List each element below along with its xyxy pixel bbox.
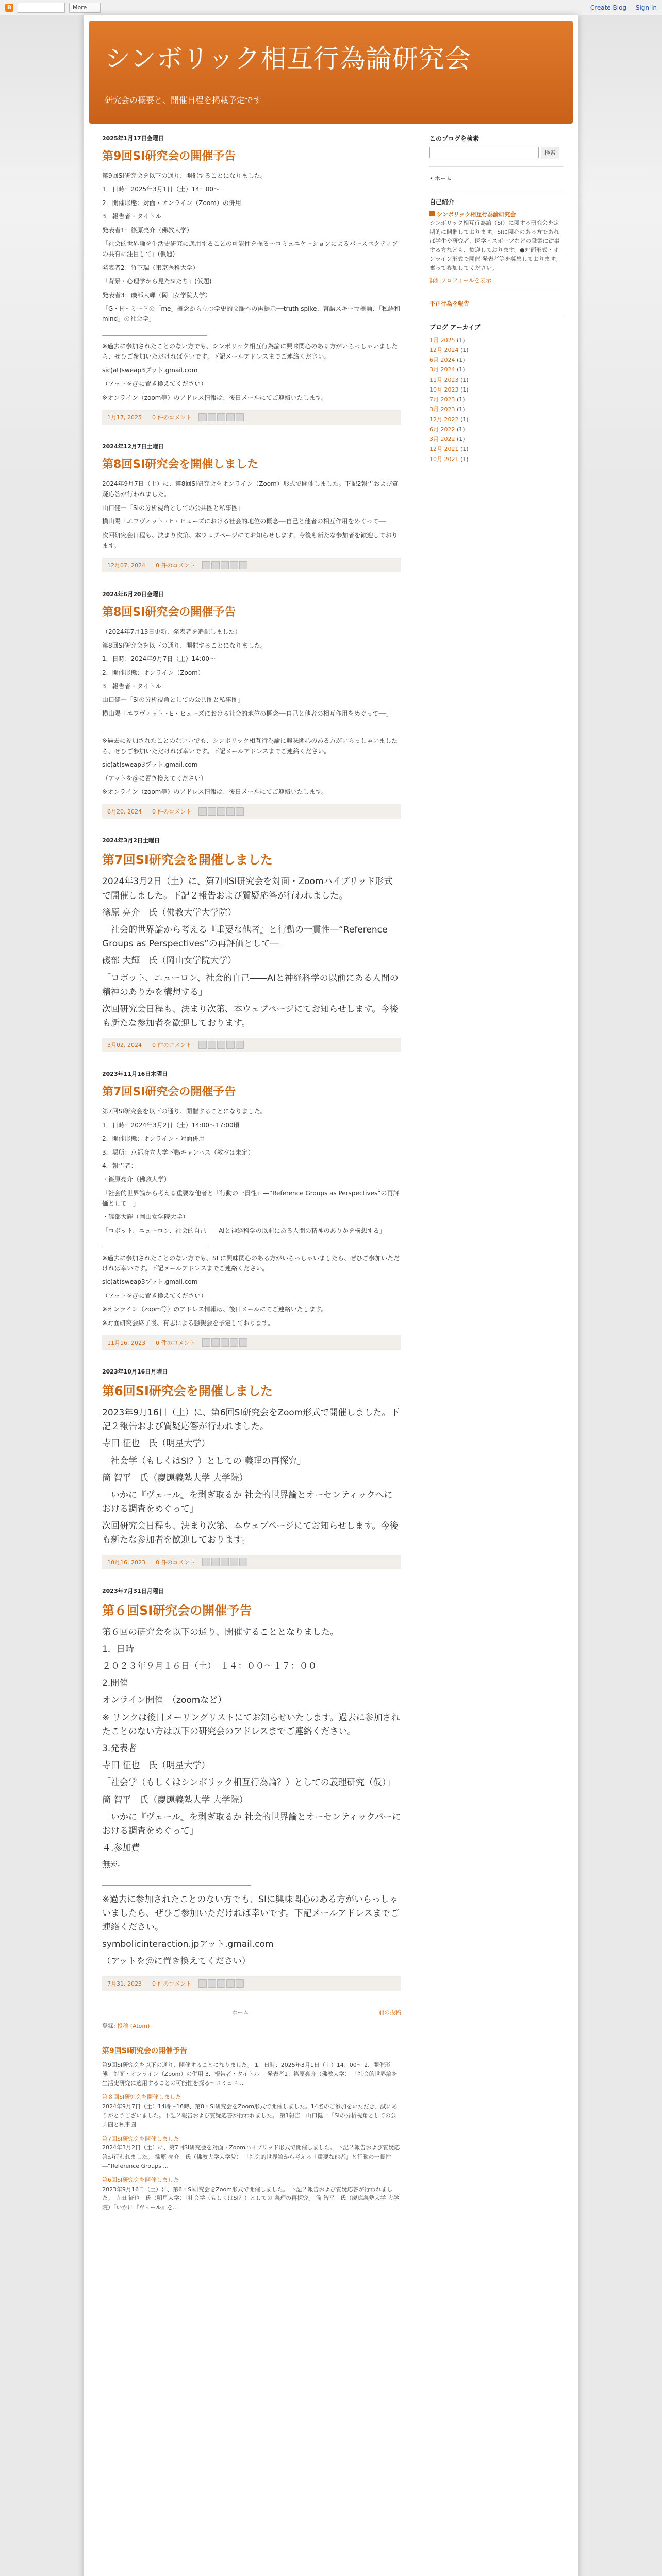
post-paragraph: 発表者2：竹下瑞（東京医科大学） bbox=[102, 264, 199, 272]
blog-post bbox=[102, 836, 401, 1052]
search-widget bbox=[429, 147, 564, 159]
subscribe-label: 登録: bbox=[102, 2022, 115, 2029]
post-paragraph: ＿＿＿＿＿＿＿＿＿＿＿＿＿＿＿＿＿ bbox=[102, 723, 208, 731]
post-paragraph: 横山陽「エフヴィット・E・ヒューズにおける社会的地位の概念──自己と他者の相互作用をめぐって──」 bbox=[102, 518, 392, 526]
archive-item[interactable] bbox=[429, 454, 564, 464]
facebook-share-icon[interactable] bbox=[230, 1338, 238, 1347]
blogger-logo-icon[interactable]: B bbox=[5, 4, 13, 12]
facebook-share-icon[interactable] bbox=[226, 413, 235, 421]
post-title-link[interactable]: 第9回SI研究会の開催予告 bbox=[102, 150, 236, 163]
email-share-icon[interactable] bbox=[202, 1558, 210, 1566]
post-paragraph: 2．開催形態：オンライン（Zoom） bbox=[102, 669, 204, 676]
share-buttons bbox=[198, 1979, 245, 1988]
blog-post bbox=[102, 1587, 401, 1991]
older-posts-link[interactable]: 前の投稿 bbox=[378, 2009, 401, 2016]
facebook-share-icon[interactable] bbox=[230, 561, 238, 569]
archive-item-label: 3月 2024 bbox=[429, 366, 455, 374]
post-paragraph: ＿＿＿＿＿＿＿＿＿＿＿＿＿＿＿＿＿ bbox=[102, 1877, 251, 1888]
email-share-icon[interactable] bbox=[202, 561, 210, 569]
post-body bbox=[102, 1625, 401, 1969]
post-paragraph: ※オンライン（zoom等）のアドレス情報は、後日メールにてご連絡いたします。 bbox=[102, 788, 327, 796]
post-paragraph: 第9回SI研究会を以下の通り、開催することになりました。 bbox=[102, 172, 267, 179]
post-paragraph: 1．日時 bbox=[102, 1643, 134, 1654]
divider bbox=[429, 166, 564, 167]
post-title-link[interactable]: 第8回SI研究会を開催しました bbox=[102, 458, 259, 471]
archive-item[interactable] bbox=[429, 415, 564, 425]
share-buttons bbox=[202, 1558, 249, 1566]
post-date: 2024年6月20日金曜日 bbox=[102, 591, 164, 598]
archive-item-count: (1) bbox=[457, 426, 465, 433]
archive-item[interactable] bbox=[429, 375, 564, 385]
post-paragraph: ※過去に参加されたことのない方でも、SI に興味関心のある方がいらっしゃいましたら、ぜひご参加いただければ幸いです。下記メールアドレスまでご連絡ください。 bbox=[102, 1254, 400, 1273]
blog-this-icon[interactable] bbox=[208, 413, 216, 421]
post-paragraph: （アットを＠に置き換えてください） bbox=[102, 1956, 251, 1967]
blog-this-icon[interactable] bbox=[211, 561, 220, 569]
profile-link[interactable]: 詳細プロフィールを表示 bbox=[429, 277, 491, 284]
archive-item[interactable] bbox=[429, 404, 564, 414]
post-date: 2023年11月16日木曜日 bbox=[102, 1071, 168, 1078]
post-paragraph: 横山陽「エフヴィット・E・ヒューズにおける社会的地位の概念──自己と他者の相互作用をめぐって──」 bbox=[102, 709, 392, 717]
comments-link[interactable]: 0 件のコメント bbox=[152, 414, 192, 421]
sidebar-home-label: ホーム bbox=[435, 175, 452, 182]
blog-description: 研究会の概要と、開催日程を掲載予定です bbox=[105, 95, 262, 105]
atom-feed-link[interactable]: 投稿 (Atom) bbox=[117, 2022, 150, 2029]
post-paragraph: 1．日時：2024年9月7日（土）14:00～ bbox=[102, 655, 216, 663]
popular-post-item-snippet: 2023年9月16日（土）に、第6回SI研究会をZoom形式で開催しました。 下記２報告および質疑応答が行われました。 寺田 征也 氏（明星大学）「社会学（もしくはSI？）としての 義理の再探究」 筒 智平 氏（慶應義塾大学 大学院）「いかに『ヴェール』を... bbox=[102, 2185, 399, 2211]
twitter-share-icon[interactable] bbox=[217, 1041, 225, 1049]
blog-post bbox=[102, 134, 401, 425]
post-paragraph: 1．日時：2025年3月1日（土）14：00～ bbox=[102, 185, 220, 193]
pinterest-share-icon[interactable] bbox=[239, 1558, 247, 1566]
twitter-share-icon[interactable] bbox=[221, 561, 229, 569]
archive-item-label: 12月 2024 bbox=[429, 346, 459, 353]
post-paragraph: 2．開催形態：オンライン・対面併用 bbox=[102, 1135, 205, 1143]
post-footer bbox=[102, 558, 401, 572]
post-footer bbox=[102, 1038, 401, 1052]
facebook-share-icon[interactable] bbox=[226, 807, 235, 816]
post-paragraph: 「いかに『ヴェール』を剥ぎ取るか 社会的世界論とオーセンティックパーにおける調査をめぐって」 bbox=[102, 1811, 401, 1836]
archive-item-count: (1) bbox=[460, 386, 469, 393]
blog-page bbox=[84, 15, 578, 2576]
popular-post-item-title[interactable]: 第7回SI研究会を開催しました bbox=[102, 2135, 179, 2142]
archive-list bbox=[429, 335, 564, 464]
blog-this-icon[interactable] bbox=[208, 1979, 216, 1988]
archive-item[interactable] bbox=[429, 425, 564, 434]
post-footer bbox=[102, 1335, 401, 1350]
archive-item-count: (1) bbox=[460, 346, 469, 353]
sign-in-link[interactable]: Sign In bbox=[635, 4, 657, 11]
blog-this-icon[interactable] bbox=[208, 807, 216, 816]
post-paragraph: 次回研究会日程も、決まり次第、本ウェブページにてお知らせします。今後も新たな参加者を歓迎しております。 bbox=[102, 531, 398, 549]
post-paragraph: ＿＿＿＿＿＿＿＿＿＿＿＿＿＿＿＿＿ bbox=[102, 1241, 208, 1248]
post-title-link[interactable]: 第６回SI研究会の開催予告 bbox=[102, 1603, 252, 1618]
post-paragraph: ※過去に参加されたことのない方でも、シンボリック相互行為論に興味関心のある方がいらっしゃいましたら、ぜひご参加いただければ幸いです。下記メールアドレスまでご連絡ください。 bbox=[102, 343, 398, 361]
facebook-share-icon[interactable] bbox=[226, 1041, 235, 1049]
blog-post bbox=[102, 1367, 401, 1569]
archive-item-count: (1) bbox=[457, 366, 465, 374]
popular-posts bbox=[102, 2045, 401, 2212]
share-buttons bbox=[198, 807, 245, 816]
archive-item[interactable] bbox=[429, 345, 564, 355]
archive-item[interactable] bbox=[429, 444, 564, 454]
blog-this-icon[interactable] bbox=[208, 1041, 216, 1049]
post-paragraph: 3．場所：京都府立大学下鴨キャンパス（教室は未定） bbox=[102, 1148, 254, 1156]
profile-widget bbox=[429, 210, 564, 284]
post-paragraph: 3．報告者・タイトル bbox=[102, 213, 162, 221]
search-button[interactable]: 検索 bbox=[541, 147, 559, 159]
archive-item[interactable] bbox=[429, 365, 564, 375]
pinterest-share-icon[interactable] bbox=[239, 1338, 247, 1347]
post-paragraph: sic(at)sweap3プット.gmail.com bbox=[102, 761, 198, 769]
archive-title: ブログ アーカイブ bbox=[429, 323, 481, 331]
post-body bbox=[102, 171, 401, 403]
post-timestamp-link[interactable]: 6月20, 2024 bbox=[107, 808, 142, 816]
post-paragraph: 2023年9月16日（土）に、第6回SI研究会をZoom形式で開催しました。下記２報告および質疑応答が行われました。 bbox=[102, 1407, 400, 1432]
twitter-share-icon[interactable] bbox=[217, 1979, 225, 1988]
post-footer bbox=[102, 1976, 401, 1991]
post-timestamp-link[interactable]: 10月16, 2023 bbox=[107, 1558, 145, 1566]
post-paragraph: 「ロボット、ニューロン、社会的自己――AIと神経科学の以前にある人間の精神のありかを構想する」 bbox=[102, 973, 399, 997]
post-paragraph: ４.参加費 bbox=[102, 1843, 140, 1854]
twitter-share-icon[interactable] bbox=[221, 1558, 229, 1566]
post-date: 2023年7月31日月曜日 bbox=[102, 1587, 164, 1595]
search-widget-title: このブログを検索 bbox=[429, 135, 479, 142]
archive-item-count: (1) bbox=[457, 357, 465, 364]
archive-item-label: 12月 2022 bbox=[429, 416, 459, 423]
post-paragraph: 第7回SI研究会を以下の通り、開催することになりました。 bbox=[102, 1108, 267, 1115]
facebook-share-icon[interactable] bbox=[226, 1979, 235, 1988]
home-link[interactable]: ホーム bbox=[231, 2009, 249, 2016]
comments-link[interactable]: 0 件のコメント bbox=[155, 1339, 195, 1346]
post-paragraph: ※対面研究会終了後、有志による懇親会を予定しております。 bbox=[102, 1319, 274, 1327]
share-buttons bbox=[198, 1041, 245, 1049]
blogger-navbar bbox=[0, 0, 662, 15]
comments-link[interactable]: 0 件のコメント bbox=[152, 1980, 192, 1987]
pinterest-share-icon[interactable] bbox=[236, 1979, 244, 1988]
profile-text: シンボリック相互行為論（SI）に関する研究会を定期的に開催しております。SIに関心のある方であれば学生や研究者、医学・スポーツなどの職業に従事する方なども、歓迎しております。●対面形式・オンライン形式で開催 発表者等を募集しております。奮って参加してください。 bbox=[429, 219, 561, 272]
email-share-icon[interactable] bbox=[198, 807, 207, 816]
post-paragraph: 「ロボット、ニューロン、社会的自己――AIと神経科学の以前にある人間の精神のありかを構想する」 bbox=[102, 1227, 386, 1234]
post-body bbox=[102, 479, 401, 551]
post-paragraph: 寺田 征也 氏（明星大学） bbox=[102, 1438, 210, 1449]
post-paragraph: 第8回SI研究会を以下の通り、開催することになりました。 bbox=[102, 641, 267, 649]
post-paragraph: ※オンライン（zoom等）のアドレス情報は、後日メールにてご連絡いたします。 bbox=[102, 1306, 327, 1313]
post-footer bbox=[102, 1555, 401, 1569]
post-paragraph: 2024年9月7日（土）に、第8回SI研究会をオンライン（Zoom）形式で開催しました。下記2報告および質疑応答が行われました。 bbox=[102, 480, 399, 498]
post-title-link[interactable]: 第7回SI研究会の開催予告 bbox=[102, 1086, 236, 1099]
archive-item-label: 6月 2024 bbox=[429, 357, 455, 364]
post-paragraph: （アットを＠に置き換えてください） bbox=[102, 774, 207, 782]
archive-item-label: 10月 2021 bbox=[429, 455, 459, 463]
post-date: 2023年10月16日月曜日 bbox=[102, 1368, 168, 1375]
popular-post-item bbox=[102, 2176, 401, 2212]
post-paragraph: ＿＿＿＿＿＿＿＿＿＿＿＿＿＿＿＿＿ bbox=[102, 329, 208, 336]
profile-title: 自己紹介 bbox=[429, 198, 455, 206]
post-paragraph: 3．報告者・タイトル bbox=[102, 682, 162, 690]
archive-item-label: 12月 2021 bbox=[429, 446, 459, 453]
post-paragraph: 3.発表者 bbox=[102, 1743, 137, 1754]
post-paragraph: （アットを＠に置き換えてください） bbox=[102, 1292, 207, 1299]
popular-post-item-title[interactable]: 第８回SI研究会を開催しました bbox=[102, 2094, 181, 2101]
share-buttons bbox=[202, 561, 249, 569]
blog-header bbox=[89, 21, 573, 124]
archive-item[interactable] bbox=[429, 395, 564, 404]
pinterest-share-icon[interactable] bbox=[239, 561, 247, 569]
archive-item-label: 1月 2025 bbox=[429, 336, 455, 344]
archive-item-count: (1) bbox=[457, 406, 465, 413]
more-dropdown[interactable]: More bbox=[69, 3, 101, 13]
subscribe-line bbox=[102, 2022, 401, 2030]
report-abuse-link[interactable]: 不正行為を報告 bbox=[429, 300, 469, 307]
post-timestamp-link[interactable]: 11月16, 2023 bbox=[107, 1339, 145, 1346]
post-paragraph: 「社会学（もしくはシンボリック相互行為論？）としての義理研究（仮）」 bbox=[102, 1777, 395, 1788]
post-paragraph: 1．日時：2024年3月2日（土）14:00～17:00頃 bbox=[102, 1121, 240, 1129]
popular-post-title[interactable]: 第9回SI研究会の開催予告 bbox=[102, 2046, 188, 2055]
post-paragraph: 2．開催形態：対面・オンライン（Zoom）の併用 bbox=[102, 199, 241, 207]
sidebar bbox=[429, 134, 564, 464]
blog-post bbox=[102, 590, 401, 819]
archive-item-label: 3月 2022 bbox=[429, 436, 455, 443]
post-timestamp-link[interactable]: 12月07, 2024 bbox=[107, 562, 145, 569]
post-timestamp-link[interactable]: 7月31, 2023 bbox=[107, 1980, 142, 1987]
post-date: 2024年3月2日土曜日 bbox=[102, 837, 160, 844]
post-paragraph: 発表者1：篠原亮介（佛教大学） bbox=[102, 226, 193, 234]
post-paragraph: ※オンライン（zoom等）のアドレス情報は、後日メールにてご連絡いたします。 bbox=[102, 394, 327, 401]
twitter-share-icon[interactable] bbox=[221, 1338, 229, 1347]
post-paragraph: ※過去に参加されたことのない方でも、SIに興味関心のある方がいらっしゃいましたら、ぜひご参加いただければ幸いです。下記メールアドレスまでご連絡ください。 bbox=[102, 1894, 399, 1933]
post-date: 2025年1月17日金曜日 bbox=[102, 135, 164, 142]
post-paragraph: 「社会的世界論から考える重要な他者と『行動の一貫性』―“Reference Groups as Perspectives”の再評価として―」 bbox=[102, 1189, 400, 1208]
search-input[interactable] bbox=[429, 147, 539, 158]
twitter-share-icon[interactable] bbox=[217, 413, 225, 421]
post-paragraph: 次回研究会日程も、決まり次第、本ウェブページにてお知らせします。今後も新たな参加者を歓迎しております。 bbox=[102, 1521, 399, 1546]
post-date: 2024年12月7日土曜日 bbox=[102, 443, 164, 450]
post-paragraph: sic(at)sweap3プット.gmail.com bbox=[102, 366, 198, 374]
post-paragraph: 筒 智平 氏（慶應義塾大学 大学院） bbox=[102, 1794, 248, 1805]
post-title-link[interactable]: 第8回SI研究会の開催予告 bbox=[102, 606, 236, 619]
main-column bbox=[102, 134, 401, 2217]
email-share-icon[interactable] bbox=[198, 413, 207, 421]
post-paragraph: 篠原 亮介 氏（佛教大学大学院） bbox=[102, 907, 237, 918]
archive-item-count: (1) bbox=[457, 336, 465, 344]
email-share-icon[interactable] bbox=[198, 1041, 207, 1049]
profile-name[interactable] bbox=[429, 210, 564, 218]
popular-post-snippet: 第9回SI研究会を以下の通り、開催することになりました。 1．日時：2025年3月1日（土）14：00～ 2．開催形態：対面・オンライン（Zoom）の併用 3．報告者・タイトル 発表者1：篠原亮介（佛教大学） 「社会的世界論を生活史研究に適用することの可能性を探る〜コミュニ... bbox=[102, 2061, 398, 2087]
email-share-icon[interactable] bbox=[198, 1979, 207, 1988]
post-paragraph: 「いかに『ヴェール』を剥ぎ取るか 社会的世界論とオーセンティックへにおける調査をめぐって」 bbox=[102, 1489, 393, 1515]
archive-item-label: 7月 2023 bbox=[429, 396, 455, 403]
pinterest-share-icon[interactable] bbox=[236, 807, 244, 816]
post-paragraph: 2024年3月2日（土）に、第7回SI研究会を対面・Zoomハイブリッド形式で開催しました。下記２報告および質疑応答が行われました。 bbox=[102, 876, 393, 901]
pinterest-share-icon[interactable] bbox=[236, 1041, 244, 1049]
archive-item-count: (1) bbox=[457, 436, 465, 443]
comments-link[interactable]: 0 件のコメント bbox=[155, 1558, 195, 1566]
blog-this-icon[interactable] bbox=[211, 1338, 220, 1347]
blog-post bbox=[102, 442, 401, 572]
post-paragraph: 「背景・心理学から見たSIたち」(仮題) bbox=[102, 278, 212, 285]
popular-post-item bbox=[102, 2093, 401, 2129]
post-paragraph: ２０２３年９月１６日（土） １４：００～１７：００ bbox=[102, 1661, 317, 1672]
blog-pager bbox=[102, 2008, 401, 2016]
facebook-share-icon[interactable] bbox=[230, 1558, 238, 1566]
share-buttons bbox=[202, 1338, 249, 1347]
popular-post-item-snippet: 2024年3月2日（土）に、第7回SI研究会を対面・Zoomハイブリッド形式で開催しました。 下記２報告および質疑応答が行われました。 篠原 亮介 氏（佛教大学大学院） 「社会的世界論から考える『重要な他者』と行動の一貫性―“Reference Groups ... bbox=[102, 2144, 400, 2170]
archive-item-count: (1) bbox=[460, 455, 469, 463]
post-paragraph: ・篠原亮介（佛教大学） bbox=[102, 1176, 171, 1183]
blog-this-icon[interactable] bbox=[211, 1558, 220, 1566]
post-paragraph: 「社会的世界論から考える『重要な他者』と行動の一貫性―“Reference Groups as Perspectives”の再評価として―」 bbox=[102, 925, 388, 950]
archive-item-label: 6月 2022 bbox=[429, 426, 455, 433]
profile-name-label: シンボリック相互行為論研究会 bbox=[437, 211, 516, 218]
post-paragraph: 4．報告者： bbox=[102, 1162, 137, 1170]
post-paragraph: 第６回の研究会を以下の通り、開催することとなりました。 bbox=[102, 1626, 339, 1637]
post-paragraph: 次回研究会日程も、決まり次第、本ウェブページにてお知らせします。今後も新たな参加者を歓迎しております。 bbox=[102, 1004, 399, 1029]
archive-item-label: 11月 2023 bbox=[429, 376, 459, 383]
post-paragraph: 2.開催 bbox=[102, 1678, 128, 1689]
post-paragraph: 「G・H・ミードの「me」概念から立つ学史的文脈への再提示──truth spike、言語スキーマ概論、「私語和mind」の社会学」 bbox=[102, 304, 401, 323]
archive-item[interactable] bbox=[429, 355, 564, 365]
share-buttons bbox=[198, 413, 245, 421]
post-paragraph: 磯部 大輝 氏（岡山女学院大学） bbox=[102, 956, 237, 967]
post-paragraph: 「社会的世界論を生活史研究に適用することの可能性を探る〜コミュニケーションによるパースペクティブの共有に注目して」(仮題) bbox=[102, 240, 398, 258]
archive-item[interactable] bbox=[429, 335, 564, 345]
post-paragraph: 山口健一「SIの分析視角としての公共圏と私事圏」 bbox=[102, 696, 244, 704]
archive-item-count: (1) bbox=[457, 396, 465, 403]
comments-link[interactable]: 0 件のコメント bbox=[155, 562, 195, 569]
post-paragraph: 無料 bbox=[102, 1860, 120, 1871]
post-paragraph: symbolicinteraction.jpアット.gmail.com bbox=[102, 1939, 274, 1950]
post-paragraph: ※過去に参加されたことのない方でも、シンボリック相互行為論に興味関心のある方がいらっしゃいましたら、ぜひご参加いただければ幸いです。下記メールアドレスまでご連絡ください。 bbox=[102, 737, 398, 755]
post-body bbox=[102, 626, 401, 797]
sidebar-home-link[interactable]: • ホーム bbox=[429, 175, 452, 182]
archive-item-count: (1) bbox=[460, 446, 469, 453]
post-timestamp-link[interactable]: 3月02, 2024 bbox=[107, 1042, 142, 1049]
popular-post-item bbox=[102, 2134, 401, 2171]
post-body bbox=[102, 1406, 401, 1548]
profile-avatar-icon bbox=[429, 211, 435, 216]
post-paragraph: オンライン開催 （zoomなど） bbox=[102, 1695, 227, 1706]
archive-item-label: 3月 2023 bbox=[429, 406, 455, 413]
post-footer bbox=[102, 804, 401, 819]
email-share-icon[interactable] bbox=[202, 1338, 210, 1347]
comments-link[interactable]: 0 件のコメント bbox=[152, 808, 192, 816]
post-paragraph: 山口健一「SIの分析視角としての公共圏と私事圏」 bbox=[102, 504, 244, 512]
post-paragraph: ・磯部大輝（岡山女学院大学） bbox=[102, 1213, 189, 1221]
post-timestamp-link[interactable]: 1月17, 2025 bbox=[107, 414, 142, 421]
post-paragraph: 発表者3：磯部大輝（岡山女学院大学） bbox=[102, 291, 211, 299]
twitter-share-icon[interactable] bbox=[217, 807, 225, 816]
archive-item-count: (1) bbox=[460, 416, 469, 423]
post-footer bbox=[102, 410, 401, 425]
navbar-search-input[interactable] bbox=[18, 3, 65, 13]
post-paragraph: （2024年7月13日更新、発表者を追記しました） bbox=[102, 628, 241, 636]
navbar-links bbox=[590, 4, 657, 11]
comments-link[interactable]: 0 件のコメント bbox=[152, 1042, 192, 1049]
blog-post bbox=[102, 1070, 401, 1350]
popular-post-item-title[interactable]: 第6回SI研究会を開催しました bbox=[102, 2177, 179, 2184]
create-blog-link[interactable]: Create Blog bbox=[590, 4, 627, 11]
post-body bbox=[102, 1106, 401, 1328]
post-title-link[interactable]: 第7回SI研究会を開催しました bbox=[102, 853, 273, 868]
archive-item[interactable] bbox=[429, 385, 564, 395]
post-title-link[interactable]: 第6回SI研究会を開催しました bbox=[102, 1383, 273, 1398]
archive-item-count: (1) bbox=[460, 376, 469, 383]
archive-item-label: 10月 2023 bbox=[429, 386, 459, 393]
post-paragraph: 「社会学（もしくはSI？）としての 義理の再探究」 bbox=[102, 1455, 306, 1466]
post-body bbox=[102, 875, 401, 1030]
blog-title[interactable]: シンボリック相互行為論研究会 bbox=[105, 44, 471, 74]
post-paragraph: sic(at)sweap3プット.gmail.com bbox=[102, 1278, 198, 1286]
post-paragraph: （アットを＠に置き換えてください） bbox=[102, 380, 207, 388]
post-paragraph: ※ リンクは後日メーリングリストにてお知らせいたします。過去に参加されたことのない方は以下の研究会のアドレスまでご連絡ください。 bbox=[102, 1712, 400, 1737]
post-paragraph: 筒 智平 氏（慶應義塾大学 大学院） bbox=[102, 1472, 248, 1483]
post-paragraph: 寺田 征也 氏（明星大学） bbox=[102, 1760, 210, 1771]
popular-post-item-snippet: 2024年9月7日（土）14時～16時、第8回SI研究会をZoom形式で開催しました。14名のご参加をいただき、誠にありがとうございました。下記２報告および質疑応答が行われました。 第1報告 山口健一「SIの分析視角としての公共圏と私事圏」 bbox=[102, 2103, 398, 2128]
archive-item[interactable] bbox=[429, 434, 564, 444]
pinterest-share-icon[interactable] bbox=[236, 413, 244, 421]
